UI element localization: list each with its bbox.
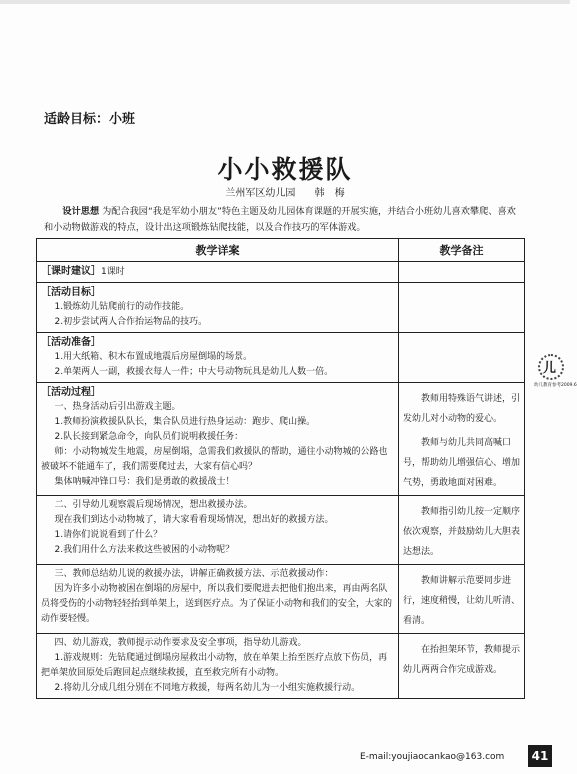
hours-cell bbox=[37, 262, 399, 283]
design-text: 为配合我园“我是军幼小朋友”特色主题及幼儿园体育课题的开展实施，并结合小班幼儿喜欢攀爬、喜欢和小动物做游戏的特点，设计出这项锻炼钻爬技能，以及合作技巧的军体游戏。 bbox=[44, 206, 516, 233]
prep-title: ［活动准备］ bbox=[41, 337, 101, 348]
lesson-plan-table bbox=[36, 238, 525, 699]
process-line: 现在我们到达小动物城了，请大家看看现场情况，想出好的救援方法。 bbox=[54, 515, 334, 525]
notes-cell bbox=[399, 496, 525, 565]
process-line: 2.队长接到紧急命令，向队员们说明救援任务： bbox=[54, 432, 244, 442]
hours-title: ［课时建议］ bbox=[41, 266, 101, 277]
prep-item: 2.单架两人一副，救援衣每人一件；中大号动物玩具是幼儿人数一倍。 bbox=[54, 367, 334, 377]
notes-cell bbox=[399, 383, 525, 496]
notes-cell-empty bbox=[399, 333, 525, 383]
prep-cell bbox=[37, 333, 399, 383]
process-line: 二、引导幼儿观察震后现场情况，想出救援办法。 bbox=[54, 500, 253, 510]
table-row bbox=[37, 383, 525, 496]
col-header-plan: 教学详案 bbox=[37, 239, 399, 262]
footer-email: E-mail:youjiaocankao@163.com bbox=[360, 752, 505, 762]
byline-author: 韩 梅 bbox=[314, 188, 345, 199]
hours-value: 1课时 bbox=[101, 267, 125, 277]
process-line: 因为许多小动物被困在倒塌的房屋中，所以我们要爬进去把他们抱出来，再由两名队员将受伤的小动物轻轻抬到单架上，送到医疗点。为了保证小动物和我们的安全，大家的动作要轻慢。 bbox=[41, 584, 393, 624]
teaching-note: 教师与幼儿共同高喊口号，帮助幼儿增强信心、增加气势，勇敢地面对困难。 bbox=[403, 438, 521, 488]
table-row bbox=[37, 283, 525, 333]
table-row bbox=[37, 565, 525, 634]
process-line: 三、教师总结幼儿说的救援办法，讲解正确救援方法、示范救援动作： bbox=[54, 569, 334, 579]
table-row bbox=[37, 634, 525, 699]
magazine-logo bbox=[534, 352, 577, 394]
process-line: 师：小动物城发生地震，房屋倒塌，急需我们救援队的帮助，通往小动物城的公路也被破坏不能通车了，我们需要爬过去，大家有信心吗？ bbox=[41, 447, 388, 472]
goals-title: ［活动目标］ bbox=[41, 287, 101, 298]
notes-cell bbox=[399, 565, 525, 634]
notes-cell-empty bbox=[399, 283, 525, 333]
page-title: 小小救援队 bbox=[217, 155, 353, 184]
process-step-4 bbox=[37, 634, 399, 699]
notes-cell bbox=[399, 634, 525, 699]
process-line: 1.游戏规则：先钻爬通过倒塌房屋救出小动物，放在单架上抬至医疗点放下伤员，再把单架放回原处后跑回起点继续救援，直至救完所有小动物。 bbox=[41, 653, 388, 678]
design-label: 设计思想 bbox=[62, 206, 100, 217]
process-step-1 bbox=[37, 383, 399, 496]
goals-cell bbox=[37, 283, 399, 333]
table-row bbox=[37, 333, 525, 383]
process-line: 1.请你们说说看到了什么？ bbox=[54, 530, 163, 540]
goal-item: 1.锻炼幼儿钻爬前行的动作技能。 bbox=[54, 302, 190, 312]
process-title: ［活动过程］ bbox=[41, 387, 101, 398]
byline bbox=[0, 184, 570, 199]
age-target: 适龄目标：小班 bbox=[44, 112, 136, 127]
top-rule bbox=[0, 0, 570, 4]
table-row bbox=[37, 262, 525, 283]
prep-item: 1.用大纸箱、积木布置成地震后房屋倒塌的场景。 bbox=[54, 352, 253, 362]
page-number: 41 bbox=[528, 745, 552, 767]
process-line: 1.教师扮演救援队队长，集合队员进行热身运动：跑步、爬山操。 bbox=[54, 417, 316, 427]
teaching-note: 教师讲解示范要同步进行，速度稍慢，让幼儿听清、看清。 bbox=[403, 576, 521, 626]
process-line: 2.我们用什么方法来救这些被困的小动物呢？ bbox=[54, 545, 235, 555]
teaching-note: 教师用特殊语气讲述，引发幼儿对小动物的爱心。 bbox=[403, 394, 521, 424]
process-line: 2.将幼儿分成几组分别在不同地方救援，每两名幼儿为一小组实施救援行动。 bbox=[54, 683, 361, 693]
process-step-2 bbox=[37, 496, 399, 565]
teaching-note: 在抬担架环节，教师提示幼儿两两合作完成游戏。 bbox=[403, 645, 521, 675]
process-line: 集体呐喊冲锋口号：我们是勇敢的救援战士！ bbox=[54, 477, 235, 487]
col-header-notes: 教学备注 bbox=[399, 239, 525, 262]
design-paragraph bbox=[44, 204, 520, 236]
table-header-row bbox=[37, 239, 525, 262]
notes-cell-empty bbox=[399, 262, 525, 283]
process-line: 一、热身活动后引出游戏主题。 bbox=[54, 402, 181, 412]
process-step-3 bbox=[37, 565, 399, 634]
teaching-note: 教师指引幼儿按一定顺序依次观察，并鼓励幼儿大胆表达想法。 bbox=[403, 507, 521, 557]
process-line: 四、幼儿游戏，教师提示动作要求及安全事项，指导幼儿游戏。 bbox=[54, 638, 307, 648]
byline-org: 兰州军区幼儿园 bbox=[225, 188, 296, 199]
goal-item: 2.初步尝试两人合作抬运物品的技巧。 bbox=[54, 317, 208, 327]
logo-caption: 幼儿教育参考2009.6 bbox=[534, 383, 577, 388]
logo-glyph: 儿 bbox=[543, 361, 557, 376]
table-row bbox=[37, 496, 525, 565]
